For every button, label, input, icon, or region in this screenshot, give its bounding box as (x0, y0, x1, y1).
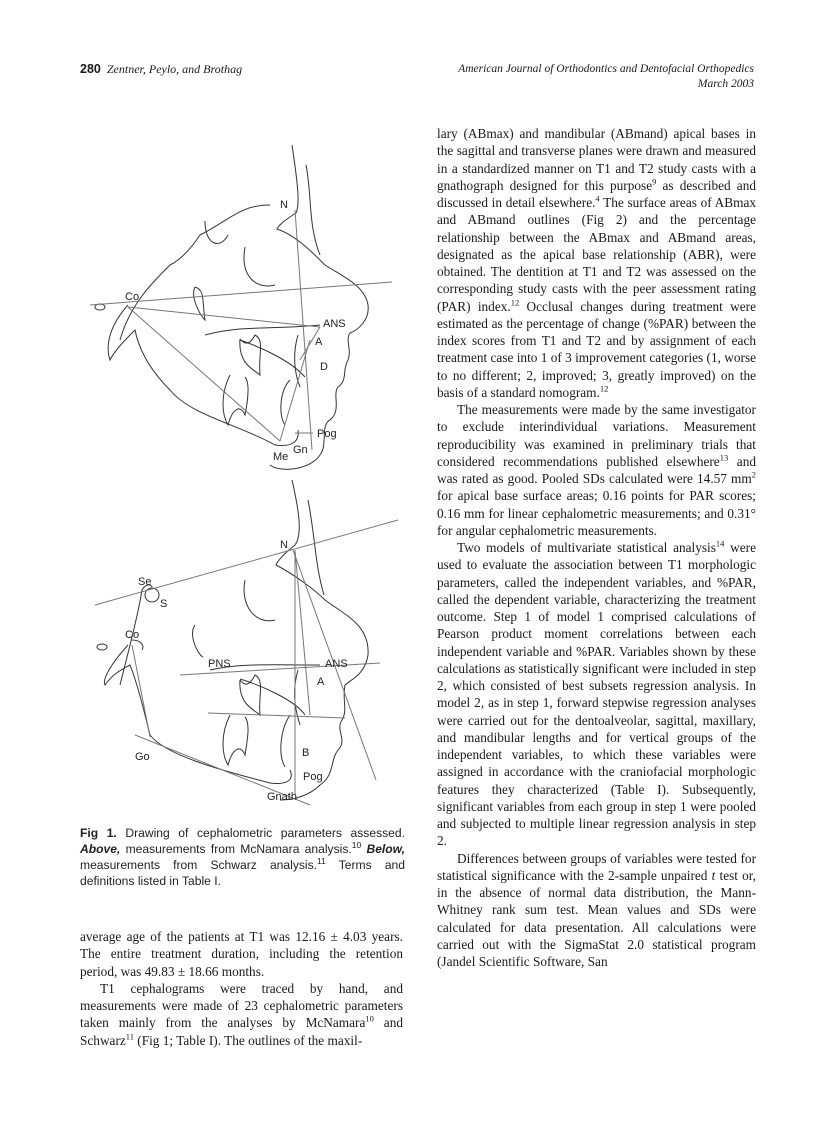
label-co: Co (125, 291, 140, 303)
svg-text:Pog: Pog (303, 771, 323, 783)
svg-text:Me: Me (273, 451, 289, 463)
figure-mcnamara-drawing (80, 125, 420, 480)
figure-schwarz-drawing (80, 475, 420, 820)
svg-text:ANS: ANS (325, 658, 348, 670)
svg-text:A: A (315, 336, 323, 348)
svg-text:A: A (317, 676, 325, 688)
svg-text:N: N (280, 539, 288, 551)
paragraph: T1 cephalograms were traced by hand, and measurements were made of 23 cephalometric parameters taken mainly from the analyses by McNamara$^{10}$ and Schwarz$^{11}$ (Fig 1; Table I). The outlines of the maxil- (80, 980, 403, 1048)
svg-text:D: D (320, 361, 328, 373)
page-number: 280 (80, 62, 101, 76)
svg-text:Gn: Gn (293, 444, 308, 456)
paragraph: lary (ABmax) and mandibular (ABmand) apical bases in the sagittal and transverse planes were drawn and measured in a standardized manner on T1 and T2 study casts with a gnathograph designed for this purpose$^9$ as described and discussed in detail elsewhere.$^4$ The surface areas of ABmax and ABmand outlines (Fig 2) and the percentage relationship between the ABmax and ABmand areas, designated as the apical base relationship (ABR), were obtained. The dentition at T1 and T2 was assessed on the corresponding study casts with the peer assessment rating (PAR) index.$^{12}$ Occlusal changes during treatment were estimated as the percentage of change (%PAR) between the index scores from T1 and T2 and by assignment of each treatment case into 1 of 3 improvement categories (1, worse to no different; 2, improved; 3, greatly improved) on the basis of a standard nomogram.$^{12}$ (437, 126, 757, 400)
label-ans: ANS (323, 318, 346, 330)
paragraph: average age of the patients at T1 was 12.16 ± 4.03 years. The entire treatment duration, including the retention period, was 49.83 ± 18.66 months. (80, 929, 403, 979)
svg-text:Co: Co (125, 629, 140, 641)
paragraph: Differences between groups of variables were tested for statistical significance with the 2-sample unpaired t test or, in the absence of normal data distribution, the Mann-Whitney rank sum test. Mean values and SDs were calculated for data presentation. All calculations were carried out with the SigmaStat 2.0 statistical program (Jandel Scientific Software, San (437, 850, 756, 969)
authors: Zentner, Peylo, and Brothag (106, 62, 243, 76)
label-n: N (280, 199, 288, 211)
paragraph: The measurements were made by the same investigator to exclude interindividual variations. Measurement reproducibility was examined in preliminary trials that considered recommendations published elsewhere$^{13}$ and was rated as good. Pooled SDs calculated were 14.57 $mm^2$ for apical base surface areas; 0.16 points for PAR scores; 0.16 mm for linear cephalometric measurements; and 0.31° for angular cephalometric measurements. (437, 402, 756, 538)
paragraph: Two models of multivariate statistical analysis$^{14}$ were used to evaluate the association between T1 morphologic parameters, called the independent variables, and %PAR, called the dependent variable, characterizing the treatment outcome. Step 1 of model 1 comprised calculations of Pearson product moment correlations between each independent variable and %PAR. Variables shown by these calculations as statistically significant were included in step 2, which consisted of best subsets regression analysis. In model 2, as in step 1, forward stepwise regression analyses were carried out for the dentoalveolar, sagittal, maxillary, and mandibular lengths and for vertical groups of the independent variables, to which these variables were assigned in accordance with the craniofacial morphologic features they characterized (Table I). Subsequently, significant variables from each group in step 1 were pooled and subjected to multiple linear regression analysis in step 2. (437, 538, 756, 849)
svg-text:Pog: Pog (317, 428, 337, 440)
svg-text:Se: Se (138, 576, 152, 588)
figure-caption: Fig 1. Drawing of cephalometric parameters assessed. Above, measurements from McNamara analysis.$^{10}$ Below, measurements from Schwarz analysis.$^{11}$ Terms and definitions listed in Table I. (80, 826, 405, 888)
journal-title: American Journal of Orthodontics and Dentofacial Orthopedics (458, 63, 754, 75)
left-column-text (80, 928, 403, 1049)
running-header-right (458, 62, 754, 92)
svg-text:S: S (160, 598, 168, 610)
right-column-text (437, 125, 756, 970)
issue-date: March 2003 (697, 78, 754, 90)
caption-label: Fig 1. (80, 826, 117, 840)
svg-text:B: B (302, 747, 310, 759)
running-header-left (80, 62, 242, 77)
svg-text:Gnath: Gnath (267, 791, 297, 803)
svg-text:PNS: PNS (208, 658, 231, 670)
svg-text:Go: Go (135, 751, 150, 763)
